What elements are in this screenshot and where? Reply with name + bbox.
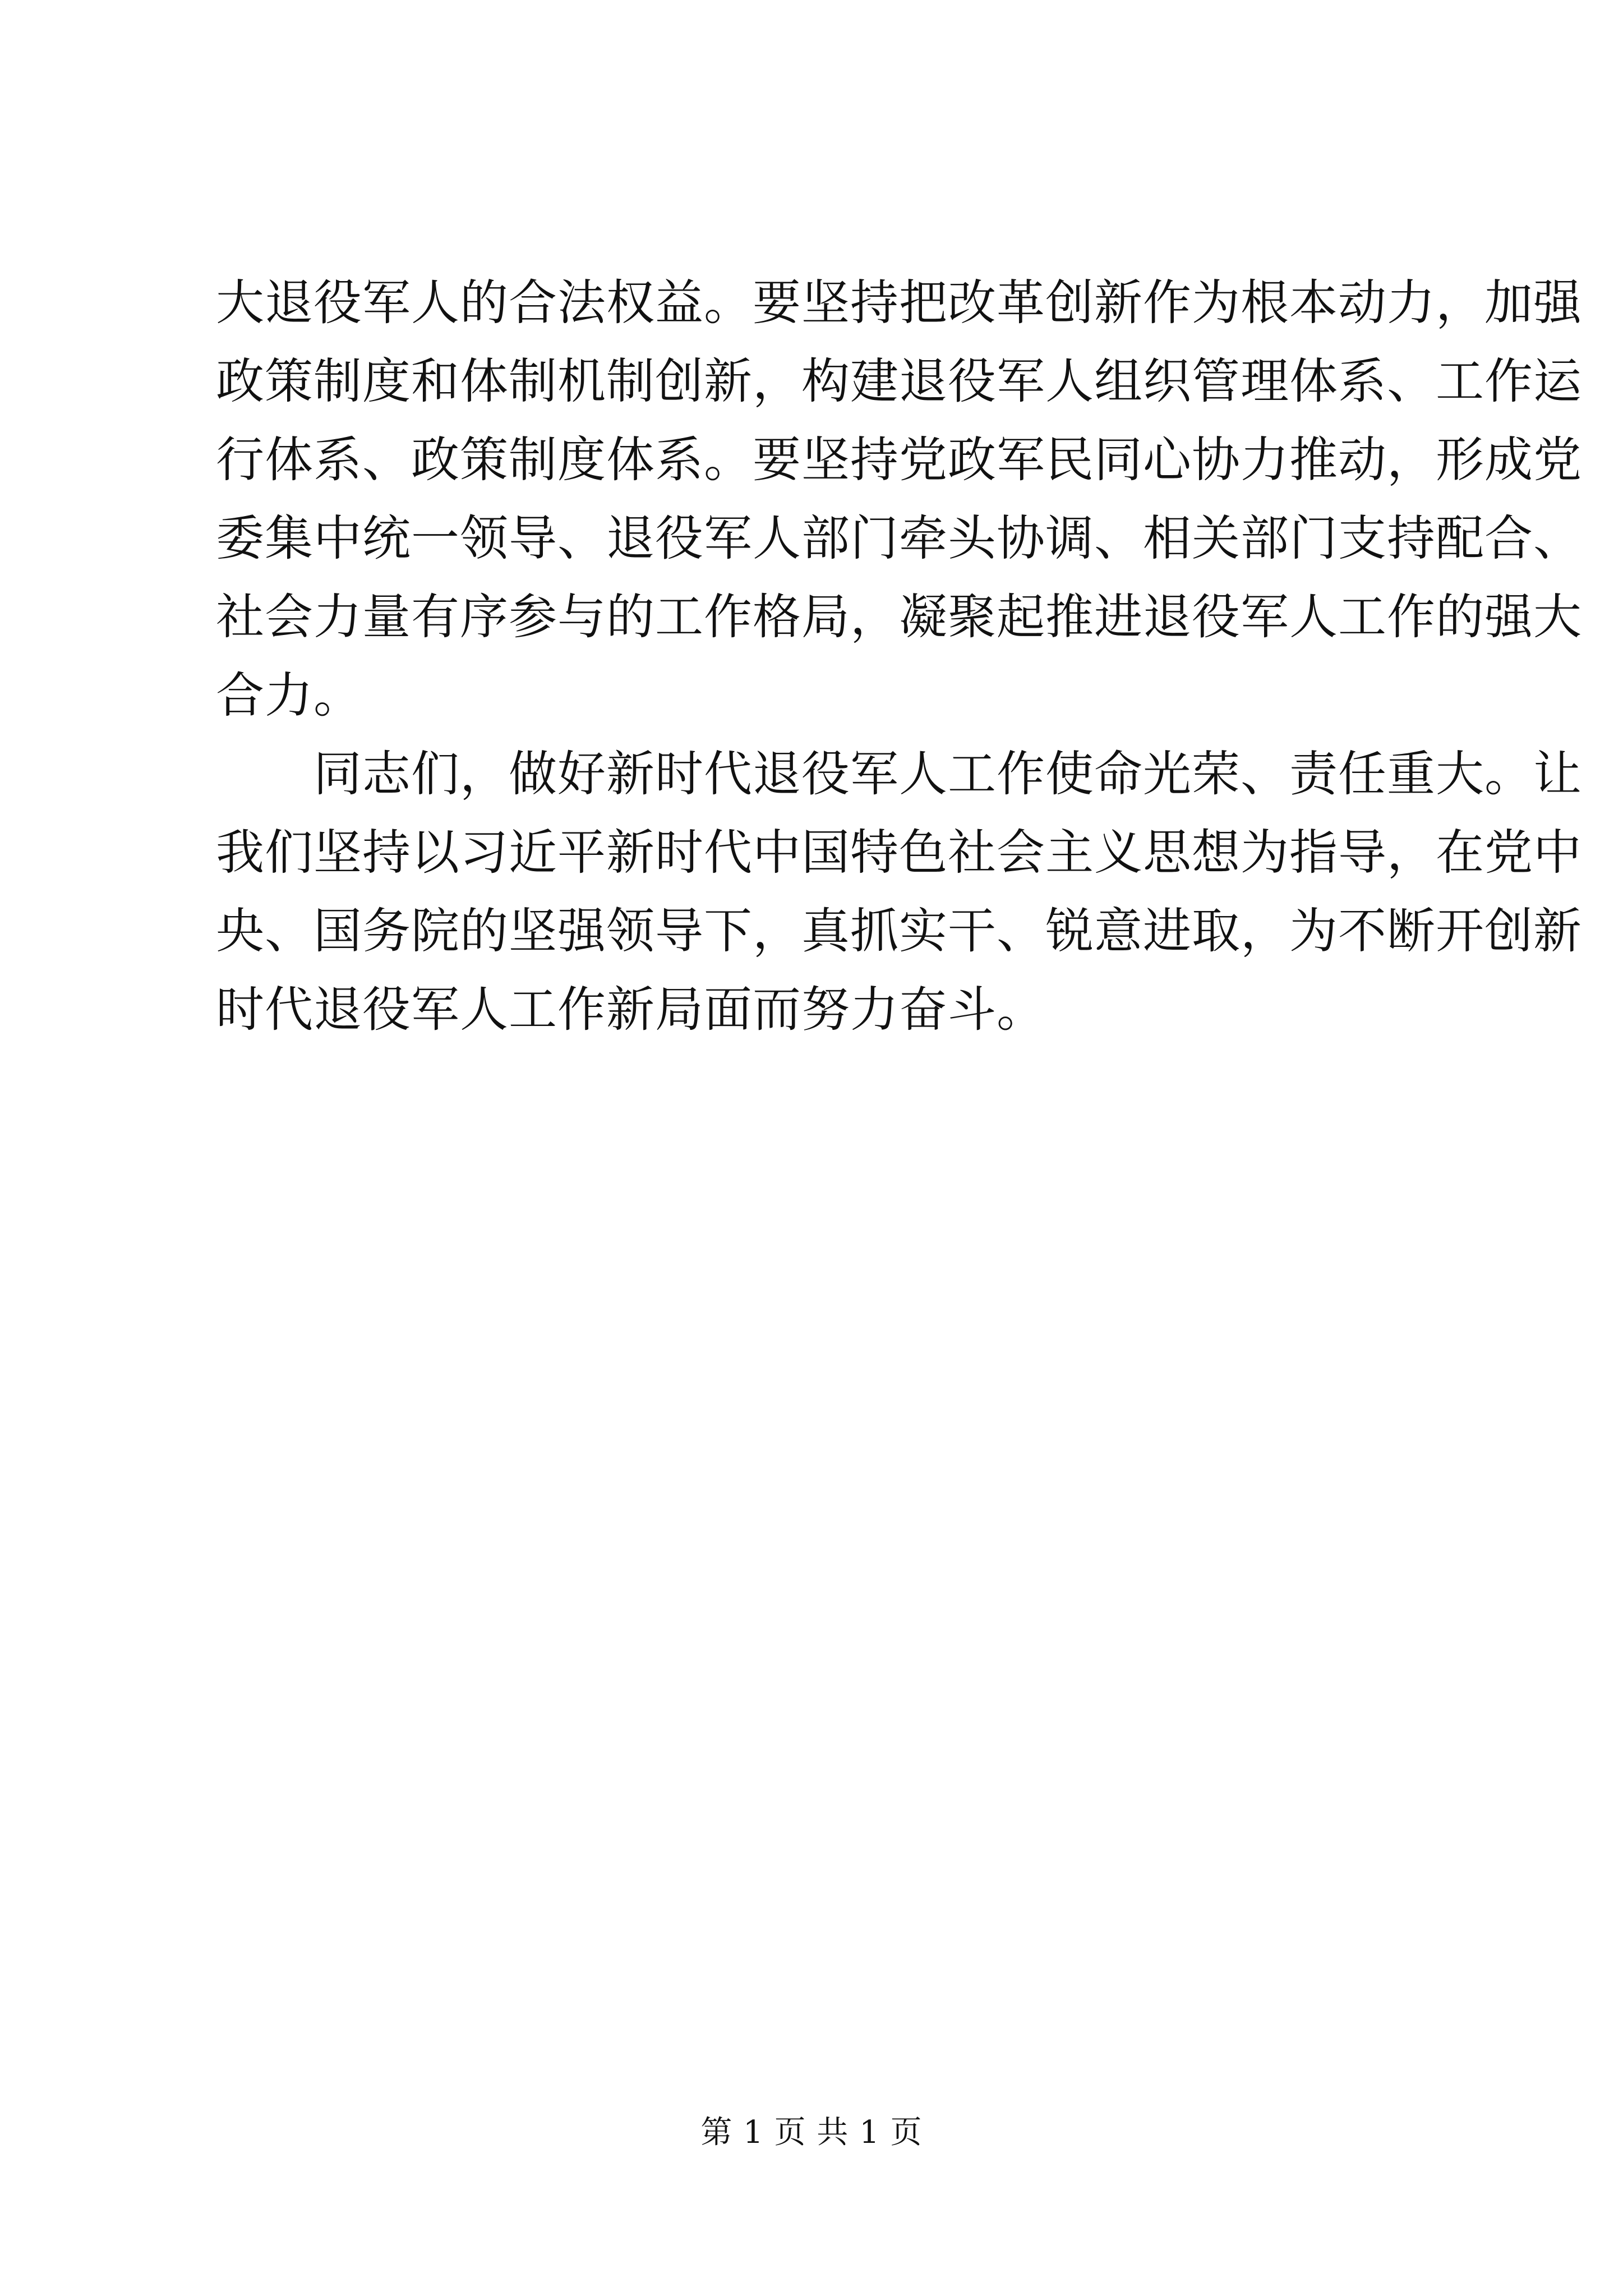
page-footer: 第 1 页 共 1 页 <box>700 2114 923 2151</box>
text-line: 大退役军人的合法权益。要坚持把改革创新作为根本动力，加强 <box>216 275 1582 331</box>
text-line: 行体系、政策制度体系。要坚持党政军民同心协力推动，形成党 <box>216 432 1582 488</box>
text-line: 社会力量有序参与的工作格局，凝聚起推进退役军人工作的强大 <box>216 589 1582 645</box>
text-line: 时代退役军人工作新局面而努力奋斗。 <box>216 982 1045 1038</box>
text-line: 央、国务院的坚强领导下，真抓实干、锐意进取，为不断开创新 <box>216 903 1582 959</box>
text-line: 同志们，做好新时代退役军人工作使命光荣、责任重大。让 <box>216 746 1582 802</box>
text-line: 我们坚持以习近平新时代中国特色社会主义思想为指导，在党中 <box>216 825 1582 881</box>
paragraph <box>216 264 1582 735</box>
text-line: 委集中统一领导、退役军人部门牵头协调、相关部门支持配合、 <box>216 510 1582 567</box>
body-text <box>216 264 1582 1049</box>
paragraph <box>216 735 1582 1049</box>
text-line: 政策制度和体制机制创新，构建退役军人组织管理体系、工作运 <box>216 353 1582 409</box>
text-line: 合力。 <box>216 668 362 724</box>
